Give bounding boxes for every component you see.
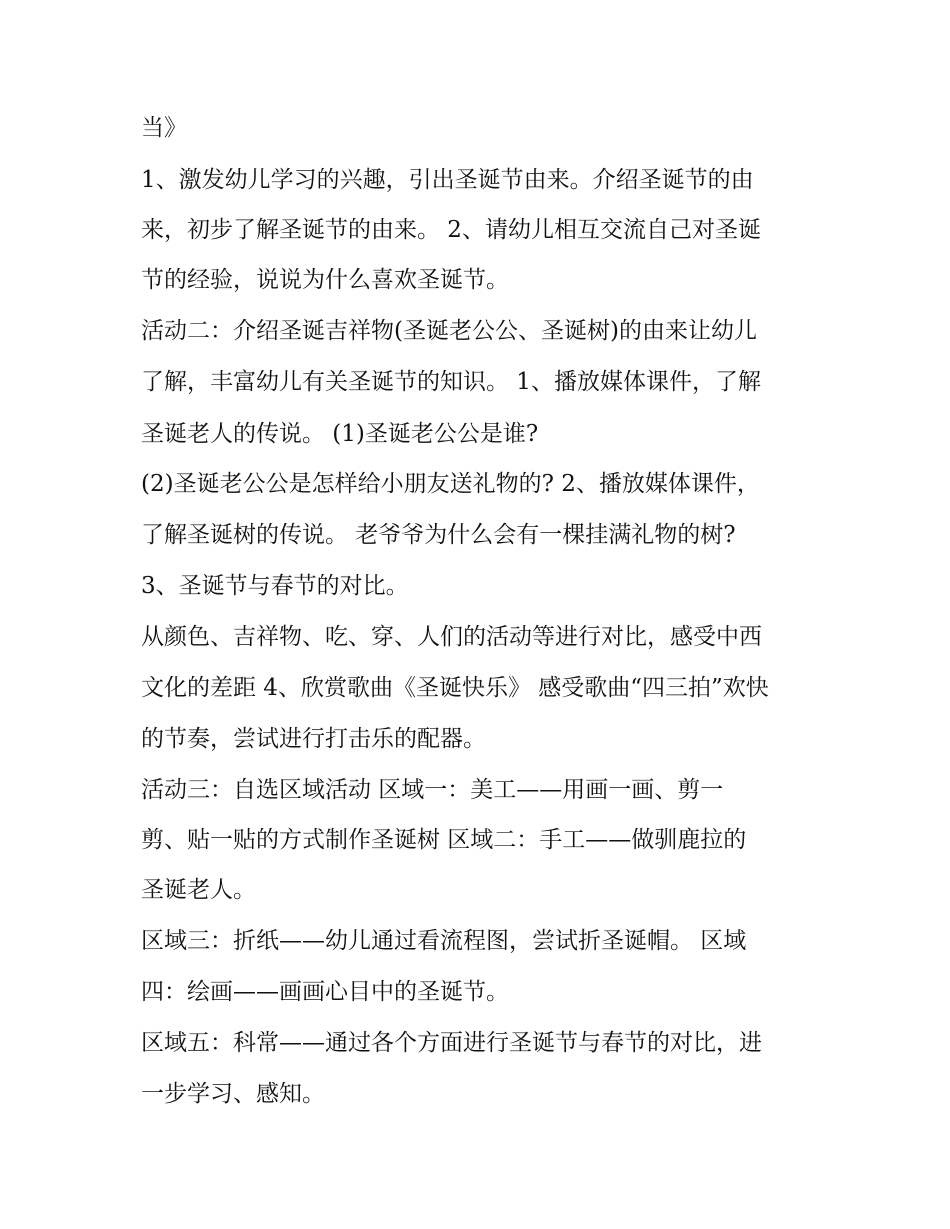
text-line: 剪、贴一贴的方式制作圣诞树 区域二：手工——做驯鹿拉的	[141, 827, 747, 853]
text-line: 1、激发幼儿学习的兴趣，引出圣诞节由来。介绍圣诞节的由	[141, 167, 754, 193]
text-line: 了解圣诞树的传说。 老爷爷为什么会有一棵挂满礼物的树?	[141, 522, 736, 548]
text-line: 节的经验，说说为什么喜欢圣诞节。	[141, 267, 509, 293]
text-line: 从颜色、吉祥物、吃、穿、人们的活动等进行对比，感受中西	[141, 624, 762, 650]
text-line: 了解，丰富幼儿有关圣诞节的知识。 1、播放媒体课件，了解	[141, 369, 761, 395]
text-line: 一步学习、感知。	[141, 1081, 325, 1107]
text-line: 文化的差距 4、欣赏歌曲《圣诞快乐》 感受歌曲“四三拍”欢快	[141, 675, 769, 701]
text-line: 区域三：折纸——幼儿通过看流程图，尝试折圣诞帽。 区域	[141, 928, 747, 954]
text-line: 区域五：科常——通过各个方面进行圣诞节与春节的对比，进	[141, 1030, 762, 1056]
text-line: 当》	[141, 115, 187, 141]
text-line: 四：绘画——画画心目中的圣诞节。	[141, 979, 509, 1005]
text-line: 的节奏，尝试进行打击乐的配器。	[141, 726, 486, 752]
text-line: 3、圣诞节与春节的对比。	[141, 573, 409, 599]
text-line: 圣诞老人。	[141, 877, 256, 903]
text-line: (2)圣诞老公公是怎样给小朋友送礼物的? 2、播放媒体课件，	[141, 471, 760, 497]
text-line: 活动三：自选区域活动 区域一：美工——用画一画、剪一	[141, 777, 724, 803]
text-line: 来，初步了解圣诞节的由来。 2、请幼儿相互交流自己对圣诞	[141, 217, 761, 243]
text-line: 活动二：介绍圣诞吉祥物(圣诞老公公、圣诞树)的由来让幼儿	[141, 318, 757, 344]
text-line: 圣诞老人的传说。 (1)圣诞老公公是谁?	[141, 421, 539, 447]
